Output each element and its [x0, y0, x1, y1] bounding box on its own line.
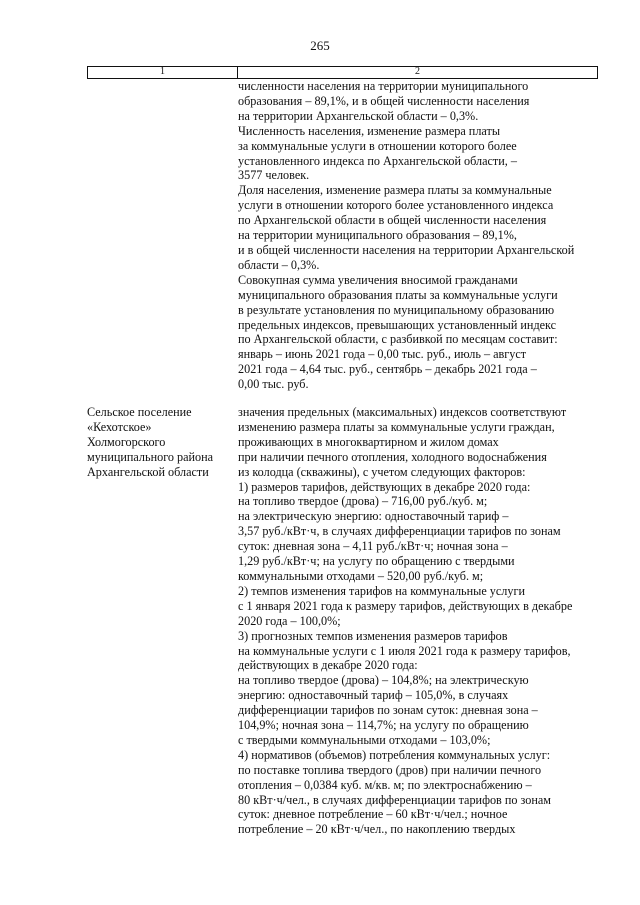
page-number: 265 — [310, 38, 330, 53]
text-line: 3) прогнозных темпов изменения размеров тарифов — [238, 628, 508, 643]
text-line: Доля населения, изменение размера платы за коммунальные — [238, 183, 552, 198]
text-line: 2) темпов изменения тарифов на коммунальные услуги — [238, 583, 525, 598]
text-line: за коммунальные услуги в отношении которого более — [238, 138, 517, 153]
text-line: коммунальными отходами – 520,00 руб./куб. м; — [238, 568, 484, 583]
text-line: на электрическую энергию: одноставочный тариф – — [238, 509, 509, 524]
text-line: 2021 года – 4,64 тыс. руб., сентябрь – декабрь 2021 года – — [238, 362, 537, 377]
municipality-cell — [87, 405, 237, 480]
text-line: с твердыми коммунальными отходами – 103,0%; — [238, 732, 491, 747]
text-line: проживающих в многоквартирном и жилом домах — [238, 434, 499, 449]
text-line: на топливо твердое (дрова) – 104,8%; на электрическую — [238, 673, 529, 688]
text-line: муниципального образования платы за коммунальные услуги — [238, 287, 558, 302]
text-line: услуги в отношении которого более установленного индекса — [238, 198, 554, 213]
text-line: 1,29 руб./кВт·ч; на услугу по обращению с твердыми — [238, 554, 515, 569]
table-header-col-1: 1 — [160, 66, 165, 77]
municipality-name-line: Сельское поселение — [87, 405, 192, 419]
text-line: на территории муниципального образования – 89,1%, — [238, 228, 517, 243]
text-line: январь – июнь 2021 года – 0,00 тыс. руб., июль – август — [238, 347, 527, 362]
text-line: суток: дневное потребление – 60 кВт·ч/чел.; ночное — [238, 807, 508, 822]
municipality-name-line: Холмогорского — [87, 434, 166, 449]
description-cell — [238, 405, 600, 837]
text-line: суток: дневная зона – 4,11 руб./кВт·ч; ночная зона – — [238, 539, 508, 554]
text-line: 2020 года – 100,0%; — [238, 613, 341, 628]
text-line: действующих в декабре 2020 года: — [238, 658, 418, 673]
text-line: 1) размеров тарифов, действующих в декабре 2020 года: — [238, 479, 531, 494]
text-line: 4) нормативов (объемов) потребления коммунальных услуг: — [238, 747, 551, 762]
municipality-name-line: Архангельской области — [87, 464, 209, 479]
table-header-col-2: 2 — [415, 66, 420, 77]
municipality-name-line: «Кехотское» — [87, 419, 152, 434]
text-line: на топливо твердое (дрова) – 716,00 руб./куб. м; — [238, 494, 488, 509]
text-line: значения предельных (максимальных) индексов соответствуют — [238, 405, 567, 419]
text-line: при наличии печного отопления, холодного водоснабжения — [238, 449, 547, 464]
text-line: по поставке топлива твердого (дров) при наличии печного — [238, 762, 542, 777]
text-line: 0,00 тыс. руб. — [238, 377, 309, 392]
text-line: на коммунальные услуги с 1 июля 2021 года к размеру тарифов, — [238, 643, 571, 658]
text-line: Численность населения, изменение размера платы — [238, 123, 501, 138]
text-line: по Архангельской области в общей численности населения — [238, 213, 547, 228]
text-line: с 1 января 2021 года к размеру тарифов, действующих в декабре — [238, 598, 573, 613]
text-line: потребление – 20 кВт·ч/чел., по накоплению твердых — [238, 822, 516, 837]
text-line: изменению размера платы за коммунальные услуги граждан, — [238, 419, 555, 434]
table-header-row — [87, 66, 598, 79]
text-line: из колодца (скважины), с учетом следующих факторов: — [238, 464, 526, 479]
text-line: образования – 89,1%, и в общей численности населения — [238, 93, 530, 108]
text-line: энергию: одноставочный тариф – 105,0%, в случаях — [238, 688, 509, 703]
text-line: дифференциации тарифов по зонам суток: дневная зона – — [238, 703, 538, 718]
continuation-cell — [238, 79, 600, 392]
municipality-name-line: муниципального района — [87, 449, 214, 464]
text-line: в результате установления по муниципальному образованию — [238, 302, 555, 317]
text-line: по Архангельской области, с разбивкой по месяцам составит: — [238, 332, 558, 347]
text-line: отопления – 0,0384 куб. м/кв. м; по электроснабжению – — [238, 777, 532, 792]
text-line: 3577 человек. — [238, 168, 310, 183]
text-line: на территории Архангельской области – 0,3%. — [238, 108, 479, 123]
text-line: 3,57 руб./кВт·ч, в случаях дифференциации тарифов по зонам — [238, 524, 561, 539]
text-line: области – 0,3%. — [238, 257, 320, 272]
text-line: предельных индексов, превышающих установленный индекс — [238, 317, 557, 332]
text-line: численности населения на территории муниципального — [238, 79, 529, 93]
text-line: 104,9%; ночная зона – 114,7%; на услугу по обращению — [238, 718, 529, 733]
text-line: и в общей численности населения на территории Архангельской — [238, 242, 575, 257]
text-line: 80 кВт·ч/чел., в случаях дифференциации тарифов по зонам — [238, 792, 552, 807]
text-line: Совокупная сумма увеличения вносимой гражданами — [238, 272, 518, 287]
text-line: установленного индекса по Архангельской области, – — [238, 153, 517, 168]
